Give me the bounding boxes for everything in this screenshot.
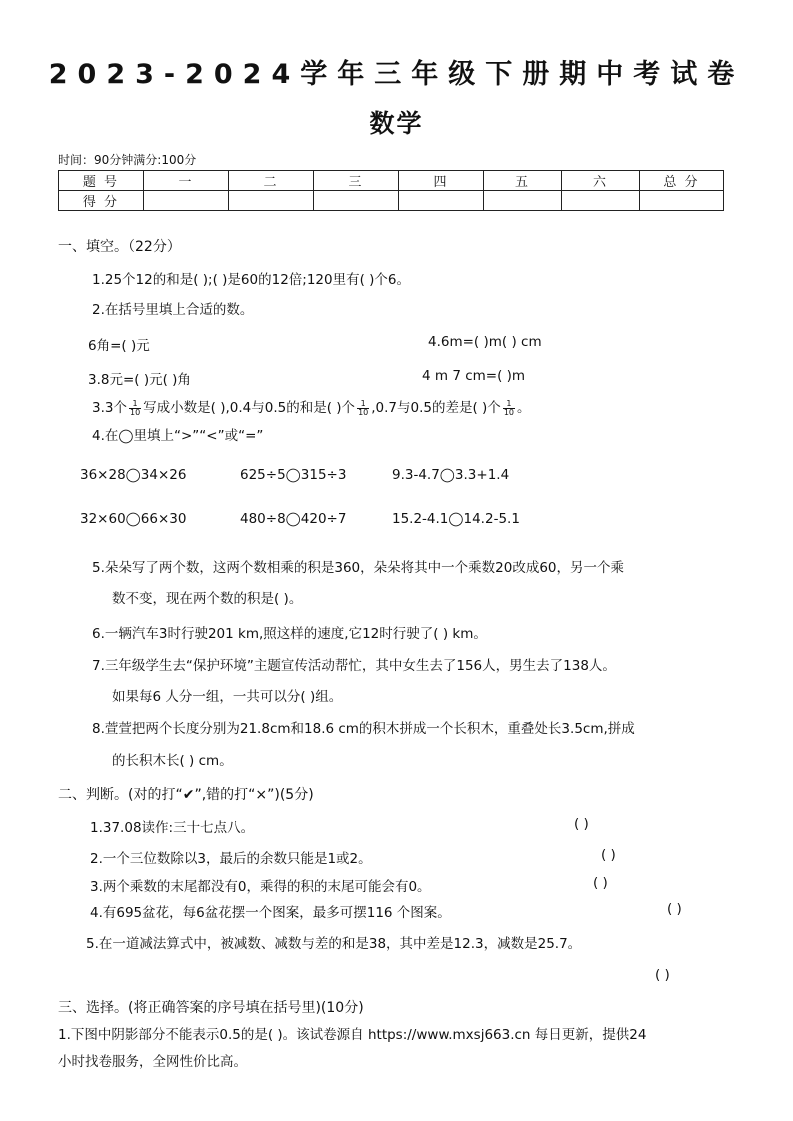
score-table-score-row	[59, 191, 724, 211]
judge-5: 5.在一道减法算式中，被减数、减数与差的和是38，其中差是12.3，减数是25.7。	[86, 936, 582, 952]
score-header-cell: 六	[562, 171, 640, 191]
judge-2-answer-paren[interactable]: ( )	[601, 847, 616, 863]
score-cell[interactable]	[144, 191, 229, 211]
judge-3-answer-paren[interactable]: ( )	[593, 875, 608, 891]
score-header-cell: 二	[229, 171, 314, 191]
subject-title: 数学	[369, 109, 424, 138]
q3-text-middle-2: ,0.7与0.5的差是( )个	[371, 400, 501, 416]
question-1-4: 4.在◯里填上“>”“<”或“=”	[92, 428, 264, 444]
score-cell[interactable]	[229, 191, 314, 211]
judge-5-answer-paren[interactable]: ( )	[655, 967, 670, 983]
compare-3: 9.3-4.7◯3.3+1.4	[392, 467, 510, 483]
question-1-2c: 3.8元=( )元( )角	[88, 372, 191, 388]
fraction-denominator: 10	[358, 407, 369, 417]
question-1-6: 6.一辆汽车3时行驶201 km,照这样的速度,它12时行驶了( ) km。	[92, 626, 487, 642]
question-1-2b: 4.6m=( )m( ) cm	[428, 334, 542, 350]
question-1-2: 2.在括号里填上合适的数。	[92, 302, 254, 318]
q3-text-middle-1: 写成小数是( ),0.4与0.5的和是( )个	[143, 400, 356, 416]
section-2-heading: 二、判断。(对的打“✔”,错的打“×”)(5分)	[58, 787, 314, 803]
score-cell[interactable]	[399, 191, 484, 211]
judge-1-answer-paren[interactable]: ( )	[574, 816, 589, 832]
score-table	[58, 170, 724, 211]
question-1-7-line-2: 如果每6 人分一组，一共可以分( )组。	[112, 689, 343, 705]
fraction-one-tenth	[129, 400, 141, 417]
score-header-cell: 题 号	[59, 171, 144, 191]
question-1-8-line-2: 的长积木长( ) cm。	[112, 753, 233, 769]
score-cell[interactable]	[484, 191, 562, 211]
question-1-1: 1.25个12的和是( );( )是60的12倍;120里有( )个6。	[92, 272, 411, 288]
compare-4: 32×60◯66×30	[80, 511, 187, 527]
score-cell[interactable]	[314, 191, 399, 211]
q3-text-start: 3.3个	[92, 400, 127, 416]
score-header-cell: 四	[399, 171, 484, 191]
fraction-numerator: 1	[357, 400, 369, 409]
exam-time-and-score: 时间：90分钟满分:100分	[58, 153, 197, 167]
score-header-cell: 三	[314, 171, 399, 191]
compare-2: 625÷5◯315÷3	[240, 467, 347, 483]
choice-1-line-1: 1.下图中阴影部分不能表示0.5的是( )。该试卷源自 https://www.mxsj663.cn 每日更新，提供24	[58, 1027, 647, 1043]
question-1-7-line-1: 7.三年级学生去“保护环境”主题宣传活动帮忙，其中女生去了156人，男生去了138人。	[92, 658, 616, 674]
exam-title: 2023-2024学年三年级下册期中考试卷	[48, 59, 745, 90]
fraction-one-tenth	[357, 400, 369, 417]
fraction-numerator: 1	[503, 400, 515, 409]
judge-1: 1.37.08读作:三十七点八。	[90, 820, 255, 836]
choice-1-line-2: 小时找卷服务，全网性价比高。	[58, 1054, 247, 1070]
question-1-2a: 6角=( )元	[88, 338, 150, 354]
fraction-denominator: 10	[503, 407, 514, 417]
section-1-heading: 一、填空。（22分）	[58, 239, 181, 255]
fraction-numerator: 1	[129, 400, 141, 409]
compare-1: 36×28◯34×26	[80, 467, 187, 483]
score-header-cell: 总 分	[640, 171, 724, 191]
judge-2: 2.一个三位数除以3，最后的余数只能是1或2。	[90, 851, 372, 867]
score-header-cell: 一	[144, 171, 229, 191]
score-cell[interactable]	[562, 191, 640, 211]
q3-text-end: 。	[517, 400, 531, 416]
score-cell[interactable]	[640, 191, 724, 211]
question-1-5-line-1: 5.朵朵写了两个数，这两个数相乘的积是360，朵朵将其中一个乘数20改成60，另一个乘	[92, 560, 625, 576]
score-row-label: 得 分	[59, 191, 144, 211]
compare-5: 480÷8◯420÷7	[240, 511, 347, 527]
fraction-denominator: 10	[129, 407, 141, 417]
judge-3: 3.两个乘数的末尾都没有0，乘得的积的末尾可能会有0。	[90, 879, 431, 895]
score-table-header-row	[59, 171, 724, 191]
judge-4-answer-paren[interactable]: ( )	[667, 901, 682, 917]
section-3-heading: 三、选择。(将正确答案的序号填在括号里)(10分)	[58, 1000, 364, 1016]
score-header-cell: 五	[484, 171, 562, 191]
fraction-one-tenth	[503, 400, 515, 417]
compare-6: 15.2-4.1◯14.2-5.1	[392, 511, 520, 527]
judge-4: 4.有695盆花，每6盆花摆一个图案，最多可摆116 个图案。	[90, 905, 451, 921]
question-1-2d: 4 m 7 cm=( )m	[422, 368, 526, 384]
question-1-3	[92, 396, 531, 417]
question-1-8-line-1: 8.萱萱把两个长度分别为21.8cm和18.6 cm的积木拼成一个长积木，重叠处长3.5cm,拼成	[92, 721, 635, 737]
question-1-5-line-2: 数不变，现在两个数的积是( )。	[112, 591, 303, 607]
